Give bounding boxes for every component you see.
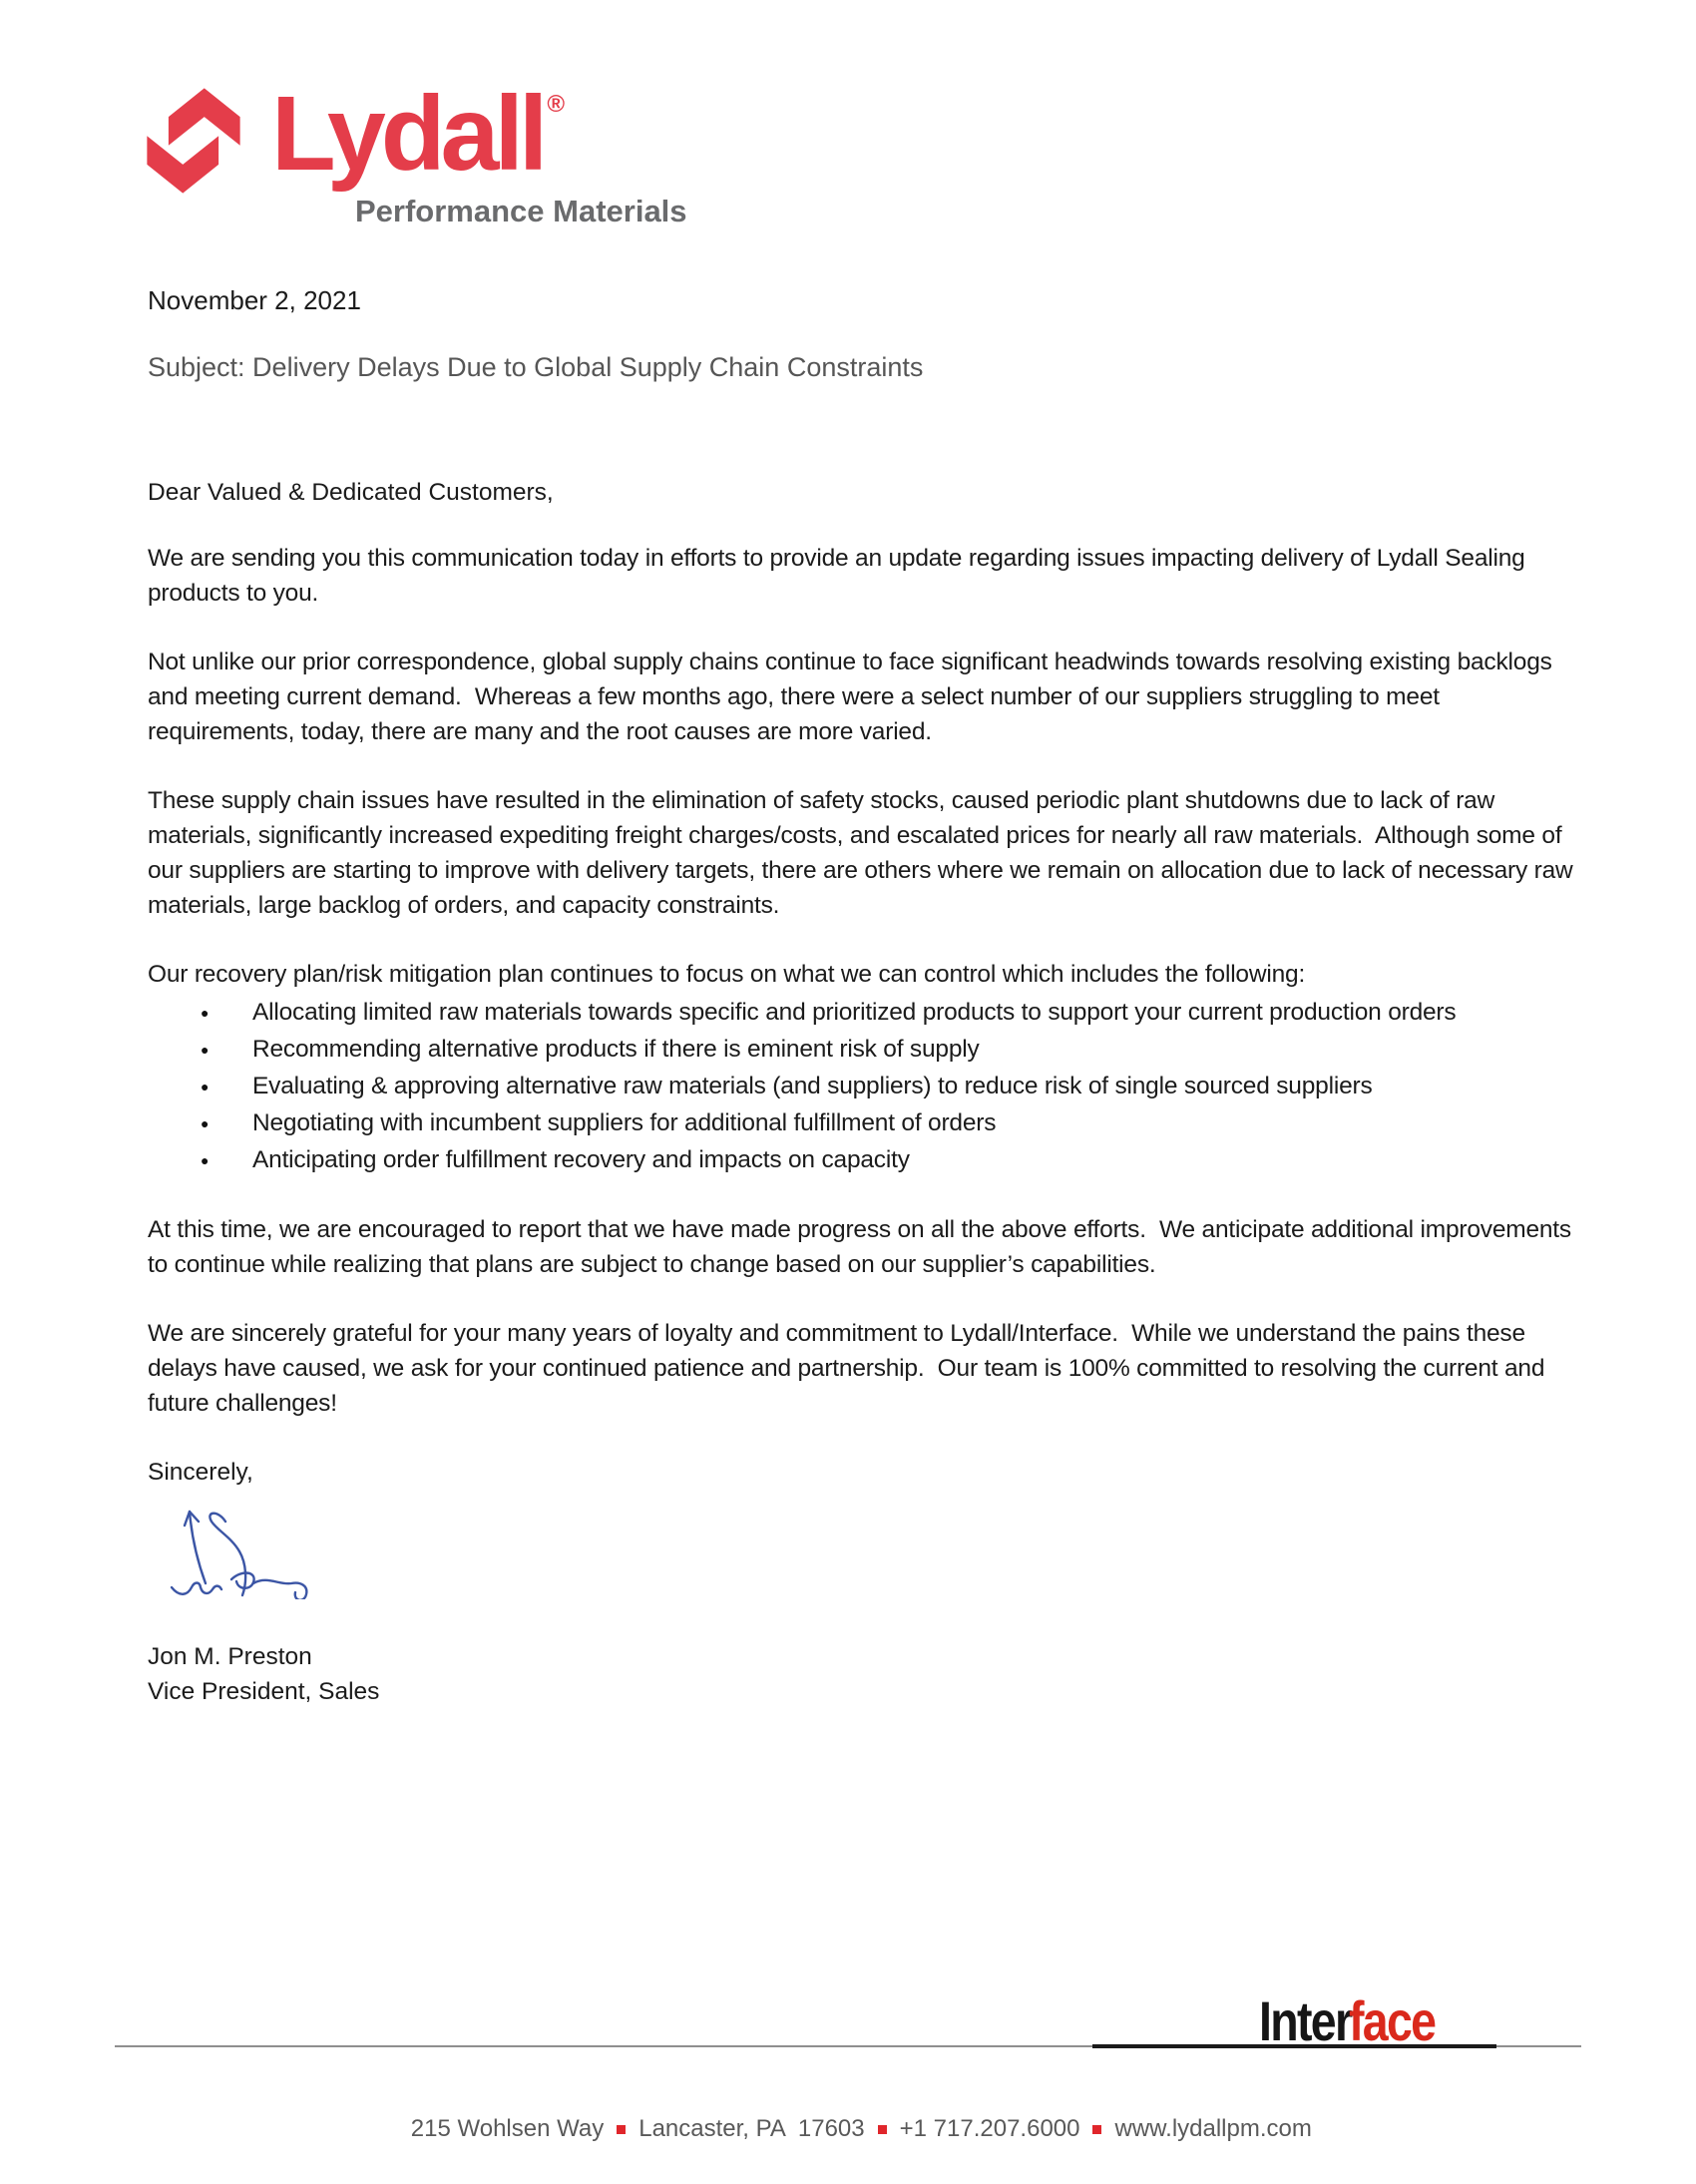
paragraph: We are sending you this communication today in efforts to provide an update regarding issues impacting delivery of Lydall Sealing products to you. [148,544,1532,607]
footer-address [0,2087,1696,2171]
list-item: ● Allocating limited raw materials towards specific and prioritized products to support your current production orders [252,994,1580,1031]
brand-wordmark [271,75,687,193]
square-bullet-icon [878,2125,887,2134]
signer-title: Vice President, Sales [148,1677,380,1705]
square-bullet-icon [1092,2125,1101,2134]
paragraph: At this time, we are encouraged to report that we have made progress on all the above efforts. We anticipate additional improvements to continue while realizing that plans are subject to change based on our supplier’s capabilities. [148,1215,1578,1278]
list-item: ● Negotiating with incumbent suppliers for additional fulfillment of orders [252,1104,1580,1141]
date-line: November 2, 2021 [148,284,361,315]
handwritten-signature-icon [162,1500,1580,1599]
valediction: Sincerely, [148,1458,253,1486]
letterhead [148,75,1580,229]
list-item: ● Recommending alternative products if there is eminent risk of supply [252,1031,1580,1068]
paragraph: We are sincerely grateful for your many years of loyalty and commitment to Lydall/Interface. While we understand the pains these delays have caused, we ask for your continued patience and partnership. Our team is 100% committed to resolving the current and future challenges! [148,1319,1551,1417]
salutation: Dear Valued & Dedicated Customers, [148,478,554,506]
interface-logo [1259,1989,1436,2052]
signer-name: Jon M. Preston [148,1642,312,1670]
paragraph: Not unlike our prior correspondence, global supply chains continue to face significant headwinds towards resolving existing backlogs and meeting current demand. Whereas a few months ago, there were a select number of our suppliers struggling to meet requirements, today, there are many and the root causes are more varied. [148,648,1559,745]
interface-logo-black-part: Inter [1259,1989,1352,2052]
footer-city: Lancaster, PA 17603 [638,2115,865,2142]
footer-street: 215 Wohlsen Way [410,2115,605,2142]
brand-block [271,75,687,229]
list-intro: Our recovery plan/risk mitigation plan continues to focus on what we can control which includes the following: [148,960,1306,988]
bullet-list [148,994,1580,1178]
list-item: ● Evaluating & approving alternative raw materials (and suppliers) to reduce risk of single sourced suppliers [252,1068,1580,1104]
paragraph: These supply chain issues have resulted in the elimination of safety stocks, caused periodic plant shutdowns due to lack of raw materials, significantly increased expediting freight charges/costs, and escalated prices for nearly all raw materials. Although some of our suppliers are starting to improve with delivery targets, there are others where we remain on allocation due to lack of necessary raw materials, large backlog of orders, and capacity constraints. [148,786,1580,919]
footer-phone: +1 717.207.6000 [899,2115,1080,2142]
interface-logo-red-part: face [1348,1989,1436,2052]
lydall-logo-icon [142,86,245,201]
registered-mark: ® [547,91,566,118]
footer-website: www.lydallpm.com [1114,2115,1312,2142]
brand-name: Lydall [271,75,544,193]
subject-line: Subject: Delivery Delays Due to Global Supply Chain Constraints [148,351,924,382]
list-item: ● Anticipating order fulfillment recovery and impacts on capacity [252,1141,1580,1178]
brand-tagline: Performance Materials [355,193,687,228]
square-bullet-icon [617,2125,626,2134]
letter-content [148,0,1580,1709]
